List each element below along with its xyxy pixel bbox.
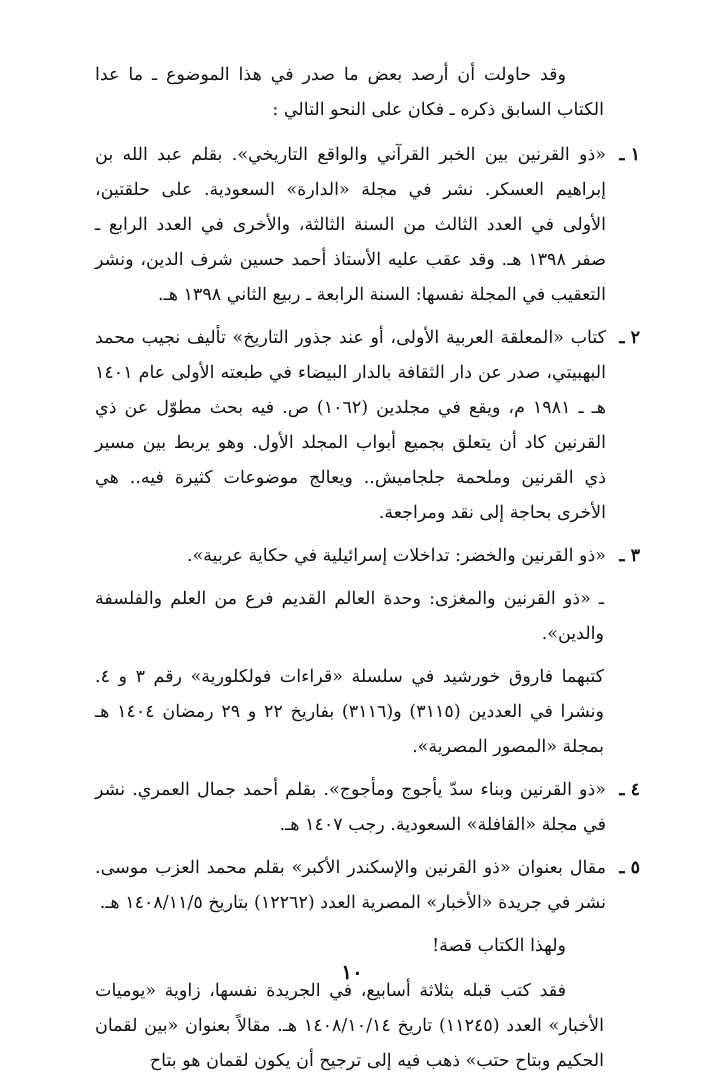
item-text: كتاب «المعلقة العربية الأولى، أو عند جذور التاريخ» تأليف نجيب محمد البهبيتي، صدر عن دار الثقافة بالدار البيضاء في طبعته الأولى عام ١٤٠١ هـ ـ ١٩٨١ م، ويقع في مجلدين (١٠٦٢) ص. فيه بحث مطوّل عن ذي القرنين كاد أن يتعلق بجميع أبواب المجلد الأول. وهو يربط بين مسير ذي القرنين وملحمة جلجاميش.. ويعالج موضوعات كثيرة فيه.. هي الأخرى بحاجة إلى نقد ومراجعة. [95,328,607,523]
list-item-2 [95,321,640,531]
intro-paragraph: وقد حاولت أن أرصد بعض ما صدر في هذا الموضوع ـ ما عدا الكتاب السابق ذكره ـ فكان على النحو التالي : [95,65,604,120]
item-text: «ذو القرنين والخضر: تداخلات إسرائيلية في حكاية عربية». [187,546,606,566]
list-item-3 [95,539,640,574]
item-3-note: كتبهما فاروق خورشيد في سلسلة «قراءات فولكلورية» رقم ٣ و ٤. ونشرا في العددين (٣١١٥) و(٣١١٦) بفاريخ ٢٢ و ٢٩ رمضان ١٤٠٤ هـ بمجلة «المصور المصرية». [95,667,604,757]
item-number: ٤ ـ [619,780,640,800]
closing-paragraph: فقد كتب قبله بثلاثة أسابيع، في الجريدة نفسها، زاوية «يوميات الأخبار» العدد (١١٢٤٥) تاريخ ١٤٠٨/١٠/١٤ هـ. مقالاً بعنوان «بين لقمان الحكيم وبتاح حتب» ذهب فيه إلى ترجيح أن يكون لقمان هو بتاح [95,981,604,1071]
item-text: «ذو القرنين وبناء سدّ يأجوج ومأجوج». بقلم أحمد جمال العمري. نشر في مجلة «القافلة» السعودية. رجب ١٤٠٧ هـ. [95,780,606,835]
sub-item: ـ «ذو القرنين والمغزى: وحدة العالم القديم فرع من العلم والفلسفة والدين». [95,589,604,644]
page-number: ١٠ [341,960,363,984]
list-item-4 [95,773,640,843]
item-text: مقال بعنوان «ذو القرنين والإسكندر الأكبر» بقلم محمد العزب موسى. نشر في جريدة «الأخبار» المصرية العدد (١٢٢٦٢) بتاريخ ١٤٠٨/١١/٥ هـ. [95,858,607,913]
list-item-5 [95,851,640,921]
item-number: ١ ـ [619,145,640,165]
story-line: ولهذا الكتاب قصة! [432,936,566,956]
item-number: ٣ ـ [619,546,640,566]
item-text: «ذو القرنين بين الخبر القرآني والواقع التاريخي». بقلم عبد الله بن إبراهيم العسكر. نشر في مجلة «الدارة» السعودية. على حلقتين، الأولى في العدد الثالث من السنة الثالثة، والأخرى في العدد الرابع ـ صفر ١٣٩٨ هـ. وقد عقب عليه الأستاذ أحمد حسين شرف الدين، ونشر التعقيب في المجلة نفسها: السنة الرابعة ـ ربيع الثاني ١٣٩٨ هـ. [95,145,607,305]
list-item-1 [95,138,640,313]
item-number: ٢ ـ [619,328,640,348]
item-number: ٥ ـ [619,858,640,878]
